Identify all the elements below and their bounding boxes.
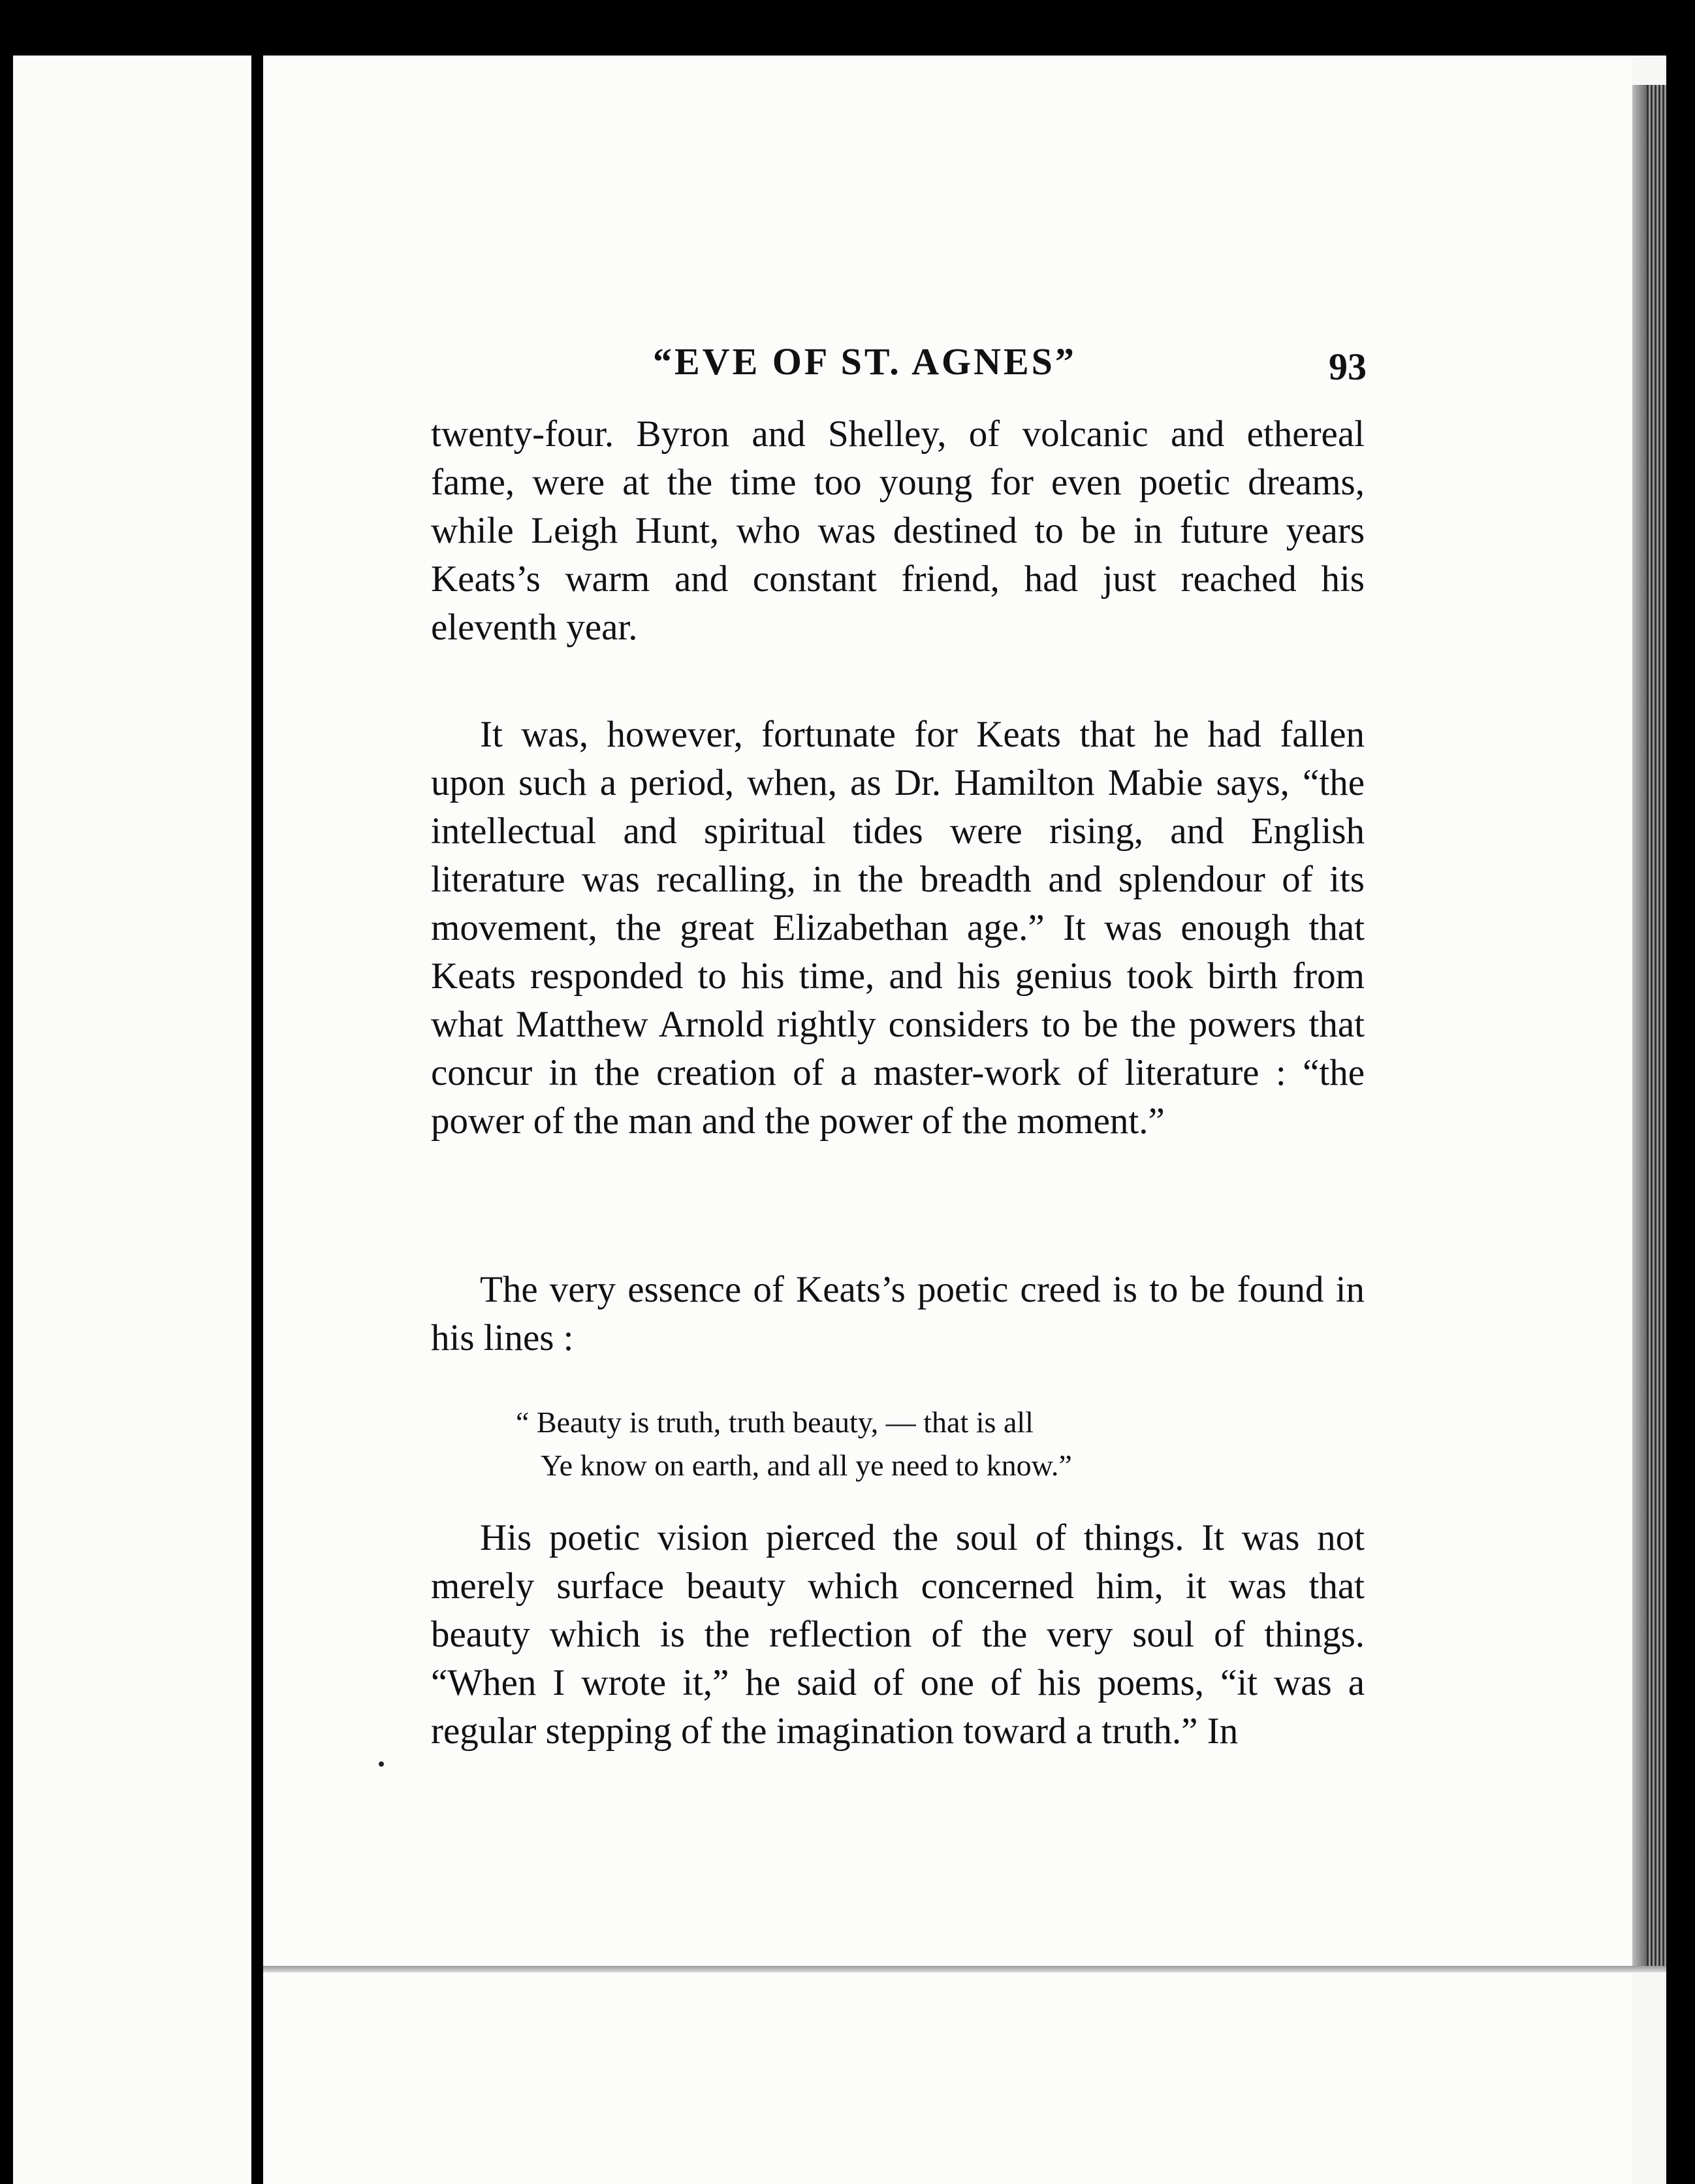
paragraph-4: His poetic vision pierced the soul of things. It was not merely surface beauty which concerned him, it was that beauty which is the reflection of the very soul of things. “When I wrote it,” he said of one of his poems, “it was a regular stepping of the imagination toward a truth.” In [431, 1517, 1365, 1752]
ink-speck [379, 1761, 384, 1767]
running-head: “EVE OF ST. AGNES” [653, 340, 1077, 383]
book-gutter [251, 56, 263, 2184]
paragraph-1: twenty-four. Byron and Shelley, of volcanic and ethereal fame, were at the time too young for even poetic dreams, while Leigh Hunt, who was destined to be in future years Keats’s warm and constant friend, had just reached his eleventh year. [431, 413, 1365, 648]
quotation-line-1-text: “ Beauty is truth, truth beauty, — that is all [516, 1405, 1034, 1439]
quotation-line-2-text: Ye know on earth, and all ye need to know.” [541, 1449, 1072, 1482]
paragraph-2: It was, however, fortunate for Keats that he had fallen upon such a period, when, as Dr. Hamilton Mabie says, “the intellectual and spiritual tides were rising, and English literature was recalling, in the breadth and splendour of its movement, the great Elizabethan age.” It was enough that Keats responded to his time, and his genius took birth from what Matthew Arnold rightly considers to be the powers that concur in the creation of a master-work of literature : “the power of the man and the power of the moment.” [431, 714, 1365, 1142]
page-bottom-edge [263, 1966, 1667, 1972]
scan-left-border [0, 0, 13, 2184]
scan-top-border [0, 0, 1695, 56]
page-edges-stack [1647, 85, 1666, 1966]
quotation-line-1 [516, 1401, 1299, 1444]
scan-right-border [1666, 0, 1695, 2184]
paragraph-3: The very essence of Keats’s poetic creed is to be found in his lines : [431, 1269, 1365, 1358]
quotation-line-2 [516, 1444, 1324, 1487]
page-number: 93 [1329, 345, 1367, 388]
page-right-shadow [1632, 85, 1647, 1966]
left-facing-page [0, 0, 251, 2184]
